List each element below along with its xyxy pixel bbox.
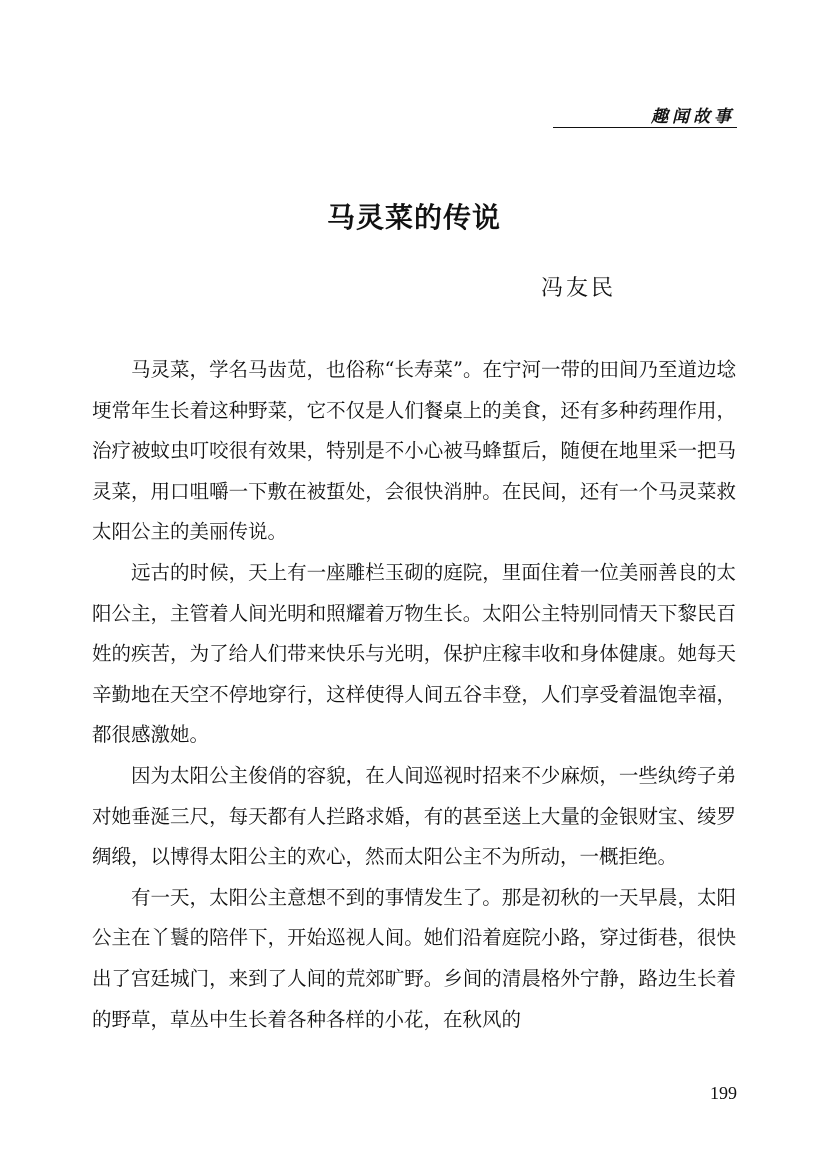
running-header: [553, 100, 737, 128]
article-title: 马灵菜的传说: [326, 201, 501, 234]
paragraph-4: 有一天，太阳公主意想不到的事情发生了。那是初秋的一天早晨，太阳公主在丫鬟的陪伴下，开始巡视人间。她们沿着庭院小路，穿过街巷，很快出了宫廷城门，来到了人间的荒郊旷野。乡间的清晨格外宁静，路边生长着的野草，草丛中生长着各种各样的小花，在秋风的: [92, 885, 736, 1031]
paragraph-2: 远古的时候，天上有一座雕栏玉砌的庭院，里面住着一位美丽善良的太阳公主，主管着人间光明和照耀着万物生长。太阳公主特别同情天下黎民百姓的疾苦，为了给人们带来快乐与光明，保护庄稼丰收和身体健康。她每天辛勤地在天空不停地穿行，这样使得人间五谷丰登，人们享受着温饱幸福，都很感激她。: [92, 560, 736, 747]
paragraph-1: 马灵菜，学名马齿苋，也俗称“长寿菜”。在宁河一带的田间乃至道边埝埂常年生长着这种野菜，它不仅是人们餐桌上的美食，还有多种药理作用，治疗被蚊虫叮咬很有效果，特别是不小心被马蜂蜇后，随便在地里采一把马灵菜，用口咀嚼一下敷在被蜇处，会很快消肿。在民间，还有一个马灵菜救太阳公主的美丽传说。: [92, 358, 736, 544]
section-label: 趣闻故事: [651, 107, 735, 127]
page-number: 199: [710, 1083, 737, 1103]
paragraph-3: 因为太阳公主俊俏的容貌，在人间巡视时招来不少麻烦，一些纨绔子弟对她垂涎三尺，每天都有人拦路求婚，有的甚至送上大量的金银财宝、绫罗绸缎，以博得太阳公主的欢心，然而太阳公主不为所动，一概拒绝。: [92, 763, 736, 869]
article-author: 冯友民: [541, 276, 617, 301]
article-body: [92, 350, 736, 1040]
